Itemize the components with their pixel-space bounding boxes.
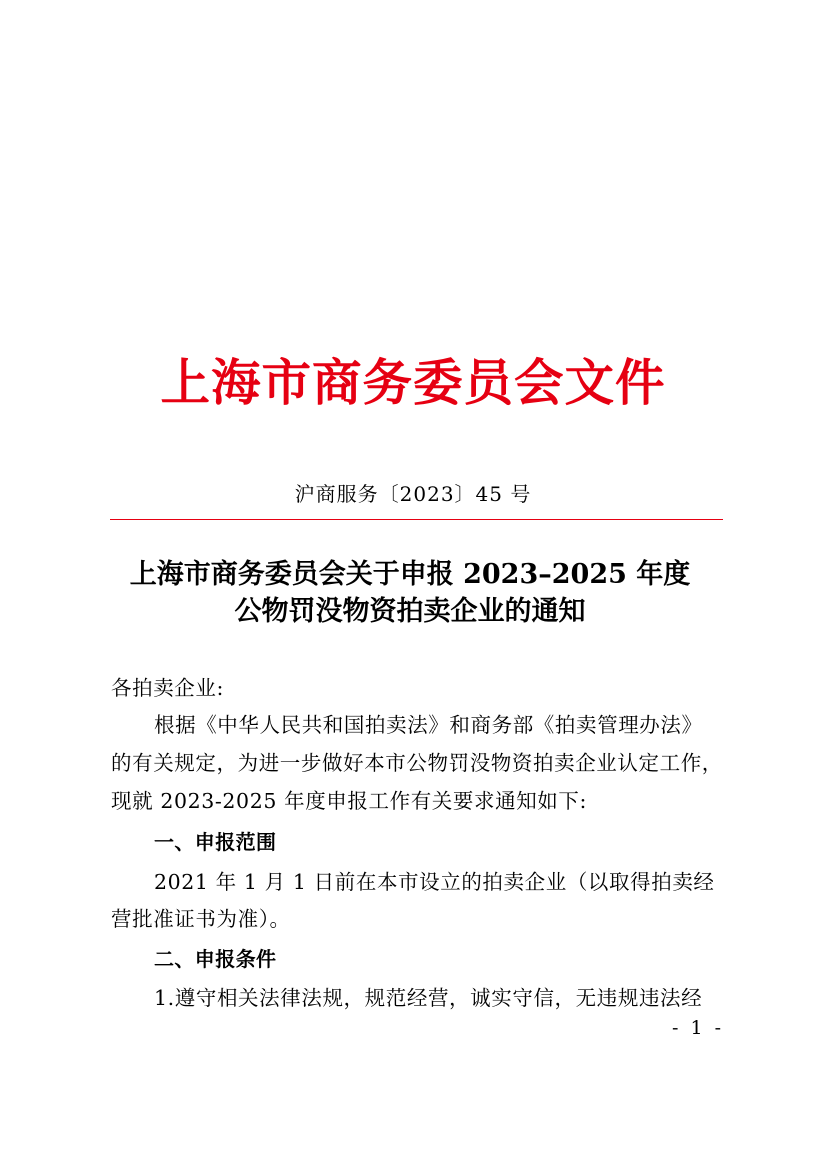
paragraph-1-line-3: 现就 2023-2025 年度申报工作有关要求通知如下:	[111, 789, 588, 813]
page-number: - 1 -	[672, 1017, 725, 1039]
paragraph-1-line-1: 根据《中华人民共和国拍卖法》和商务部《拍卖管理办法》	[154, 713, 703, 737]
document-title	[100, 556, 720, 630]
paragraph-1-line-2: 的有关规定，为进一步做好本市公物罚没物资拍卖企业认定工作，	[111, 751, 723, 775]
salutation: 各拍卖企业:	[111, 676, 225, 700]
issuer-banner: 上海市商务委员会文件	[160, 353, 666, 412]
title-line-2: 公物罚没物资拍卖企业的通知	[234, 596, 586, 627]
section-1-heading: 一、申报范围	[154, 830, 277, 854]
title-line-1: 上海市商务委员会关于申报 2023–2025 年度	[129, 559, 691, 590]
document-number: 沪商服务〔2023〕45 号	[294, 482, 532, 506]
section-2-item-1: 1.遵守相关法律法规，规范经营，诚实守信，无违规违法经	[154, 986, 703, 1010]
section-1-line-2: 营批准证书为准）。	[111, 907, 291, 931]
section-1-line-1: 2021 年 1 月 1 日前在本市设立的拍卖企业（以取得拍卖经	[154, 870, 715, 894]
section-2-heading: 二、申报条件	[154, 947, 277, 971]
red-divider	[110, 519, 723, 520]
